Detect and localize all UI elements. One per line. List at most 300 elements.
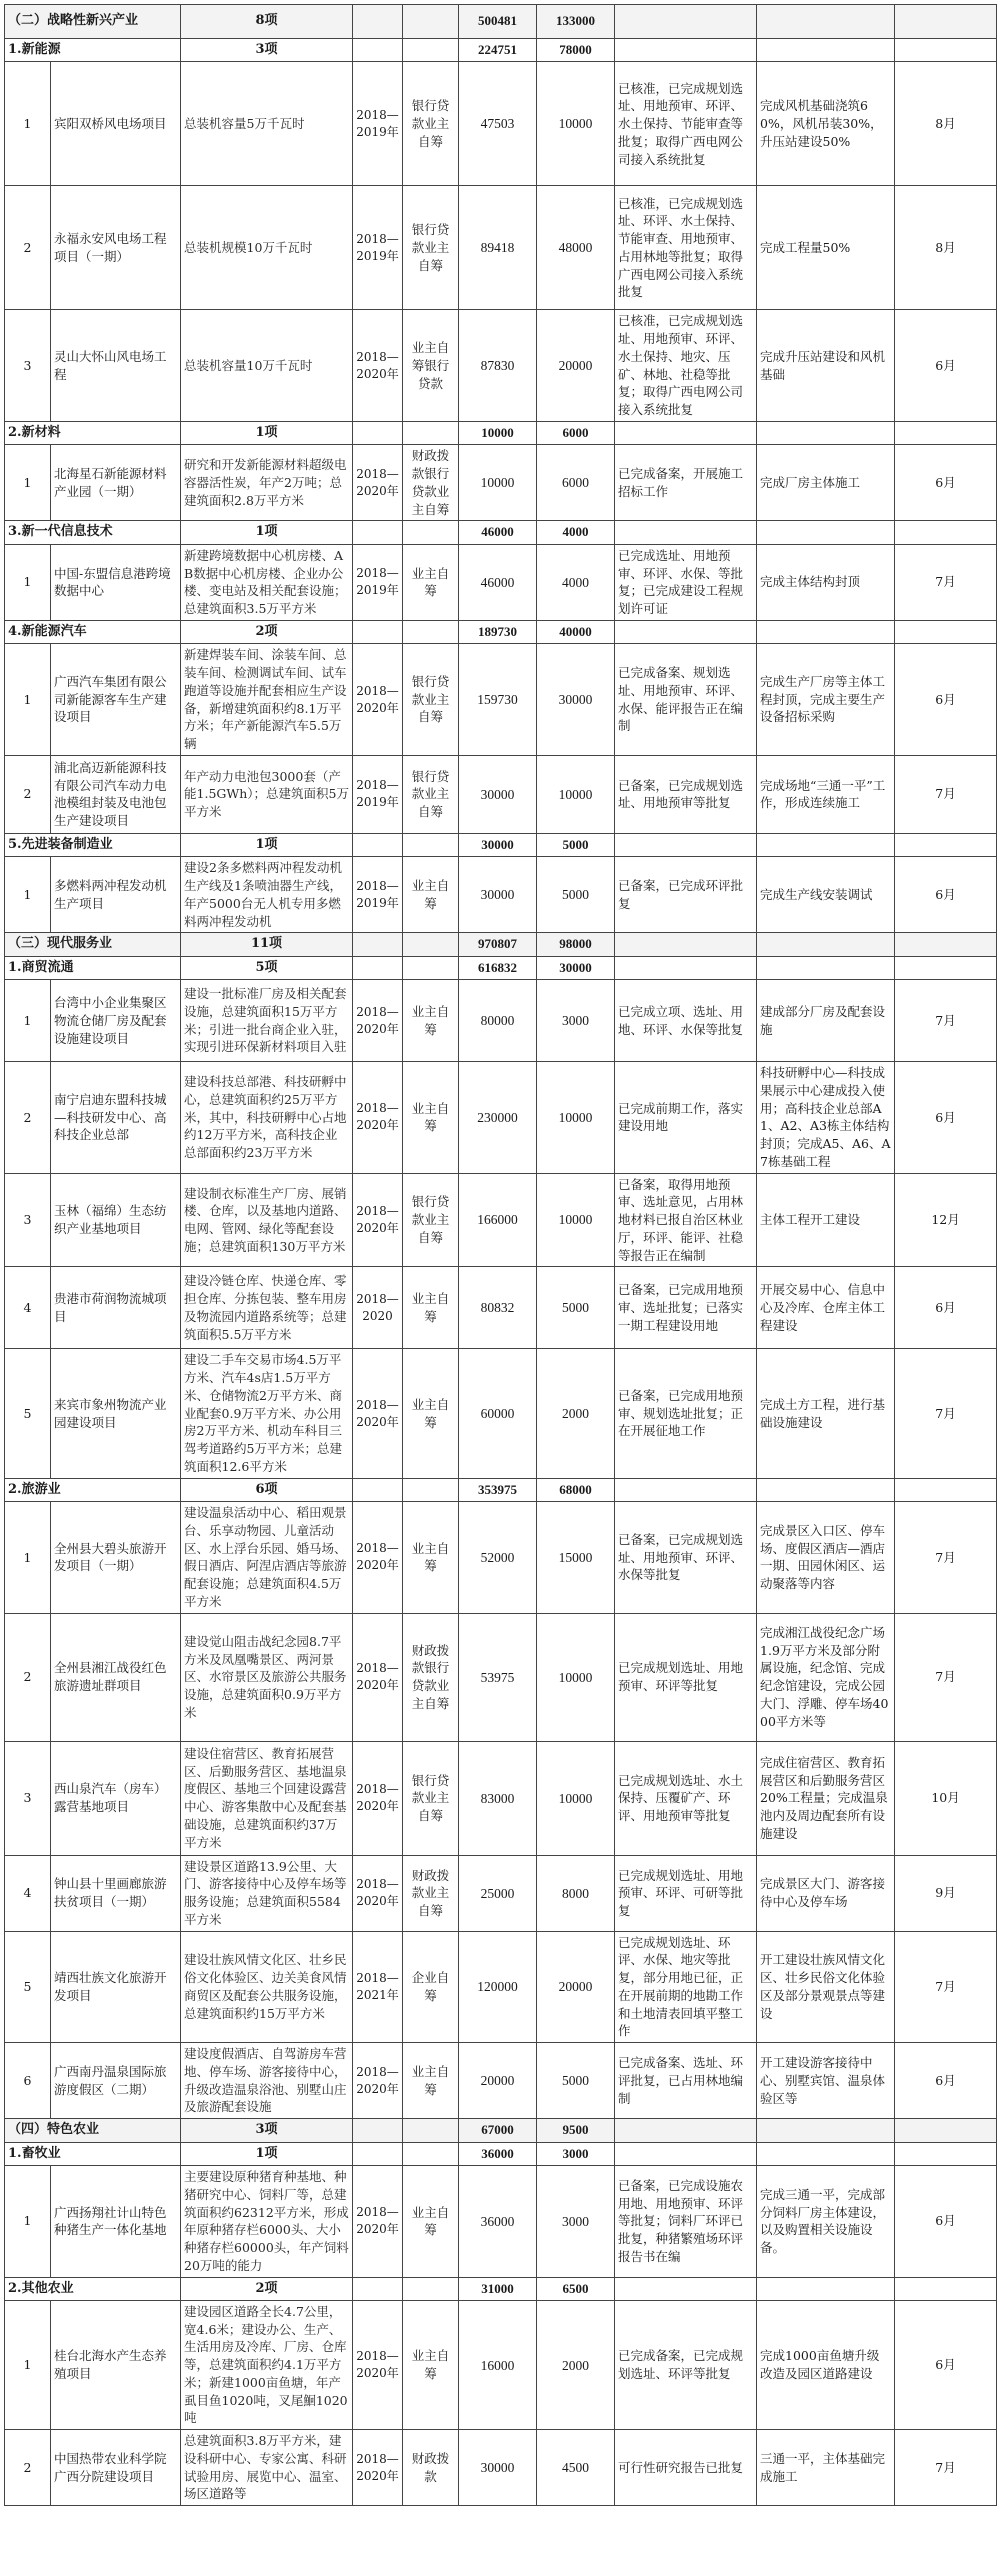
row-number: 4 xyxy=(5,1267,51,1349)
preliminary-progress: 已核准，已完成规划选址、用地预审、环评、水土保持、地灾、压矿、林地、社稳等批复；取得广西电网公司接入系统批复 xyxy=(615,310,757,422)
annual-target: 开展交易中心、信息中心及冷库、仓库主体工程建设 xyxy=(757,1267,895,1349)
empty-cell xyxy=(895,2142,997,2165)
start-month: 6月 xyxy=(895,2166,997,2278)
section-row xyxy=(5,2119,997,2142)
construction-period: 2018—2019年 xyxy=(353,186,403,310)
annual-target: 开工建设壮族风情文化区、壮乡民俗文化体验区及部分景观景点等建设 xyxy=(757,1931,895,2043)
empty-cell xyxy=(615,2277,757,2300)
empty-cell xyxy=(757,521,895,544)
category-plan: 4000 xyxy=(537,521,615,544)
category-label: 1.新能源 xyxy=(5,39,181,62)
empty-cell xyxy=(895,833,997,856)
subsection-row xyxy=(5,956,997,979)
empty-cell xyxy=(895,620,997,643)
funding-source: 银行贷款业主自筹 xyxy=(403,644,459,756)
category-plan: 3000 xyxy=(537,2142,615,2165)
start-month: 6月 xyxy=(895,2043,997,2119)
annual-target: 完成景区大门、游客接待中心及停车场 xyxy=(757,1855,895,1931)
project-name: 来宾市象州物流产业园建设项目 xyxy=(51,1349,181,1478)
empty-cell xyxy=(353,2142,403,2165)
category-label: 2.旅游业 xyxy=(5,1478,181,1501)
annual-target: 主体工程开工建设 xyxy=(757,1173,895,1267)
preliminary-progress: 已备案，已完成环评批复 xyxy=(615,857,757,933)
category-total: 353975 xyxy=(459,1478,537,1501)
preliminary-progress: 已完成立项、选址、用地、环评、水保等批复 xyxy=(615,980,757,1062)
row-number: 1 xyxy=(5,445,51,521)
annual-target: 完成住宿营区、教育拓展营区和后勤服务营区20%工程量；完成温泉池内及周边配套所有设施建设 xyxy=(757,1741,895,1855)
project-name: 宾阳双桥风电场项目 xyxy=(51,62,181,186)
empty-cell xyxy=(895,933,997,956)
empty-cell xyxy=(757,421,895,444)
table-row xyxy=(5,755,997,833)
category-count: 1项 xyxy=(181,2142,353,2165)
funding-source: 银行贷款业主自筹 xyxy=(403,1741,459,1855)
preliminary-progress: 已完成备案，已完成规划选址、环评等批复 xyxy=(615,2300,757,2429)
category-label: 5.先进装备制造业 xyxy=(5,833,181,856)
empty-cell xyxy=(757,956,895,979)
table-row xyxy=(5,1173,997,1267)
category-plan: 5000 xyxy=(537,833,615,856)
category-plan: 30000 xyxy=(537,956,615,979)
row-number: 1 xyxy=(5,980,51,1062)
funding-source: 财政拨款 xyxy=(403,2430,459,2506)
construction-period: 2018—2020年 xyxy=(353,2300,403,2429)
preliminary-progress: 已备案，已完成规划选址、用地预审、环评、水保等批复 xyxy=(615,1502,757,1614)
preliminary-progress: 已备案，已完成用地预审、规划选址批复；正在开展征地工作 xyxy=(615,1349,757,1478)
table-row xyxy=(5,186,997,310)
start-month: 6月 xyxy=(895,2300,997,2429)
section-row xyxy=(5,5,997,39)
construction-content: 研究和开发新能源材料超级电容器活性炭，年产2万吨；总建筑面积2.8万平方米 xyxy=(181,445,353,521)
project-name: 西山泉汽车（房车）露营基地项目 xyxy=(51,1741,181,1855)
annual-plan: 5000 xyxy=(537,2043,615,2119)
empty-cell xyxy=(403,39,459,62)
funding-source: 业主自筹 xyxy=(403,2166,459,2278)
annual-plan: 15000 xyxy=(537,1502,615,1614)
annual-plan: 4000 xyxy=(537,544,615,620)
empty-cell xyxy=(895,5,997,39)
construction-period: 2018—2020 xyxy=(353,1267,403,1349)
funding-source: 业主自筹 xyxy=(403,1349,459,1478)
row-number: 1 xyxy=(5,62,51,186)
funding-source: 银行贷款业主自筹 xyxy=(403,1173,459,1267)
row-number: 1 xyxy=(5,644,51,756)
empty-cell xyxy=(615,39,757,62)
empty-cell xyxy=(403,933,459,956)
category-count: 3项 xyxy=(181,2119,353,2142)
category-total: 46000 xyxy=(459,521,537,544)
project-name: 灵山大怀山风电场工程 xyxy=(51,310,181,422)
empty-cell xyxy=(757,2119,895,2142)
start-month: 8月 xyxy=(895,62,997,186)
total-investment: 30000 xyxy=(459,857,537,933)
category-count: 6项 xyxy=(181,1478,353,1501)
subsection-row xyxy=(5,1478,997,1501)
construction-period: 2018—2020年 xyxy=(353,1502,403,1614)
construction-content: 建设制衣标准生产厂房、展销楼、仓库，以及基地内道路、电网、管网、绿化等配套设施；总建筑面积130万平方米 xyxy=(181,1173,353,1267)
start-month: 7月 xyxy=(895,2430,997,2506)
subsection-row xyxy=(5,620,997,643)
total-investment: 47503 xyxy=(459,62,537,186)
annual-target: 完成风机基础浇筑60%，风机吊装30%，升压站建设50% xyxy=(757,62,895,186)
empty-cell xyxy=(615,620,757,643)
category-label: （三）现代服务业 xyxy=(5,933,181,956)
empty-cell xyxy=(403,2119,459,2142)
empty-cell xyxy=(403,2142,459,2165)
construction-period: 2018—2020年 xyxy=(353,1741,403,1855)
project-name: 贵港市荷润物流城项目 xyxy=(51,1267,181,1349)
funding-source: 业主自筹 xyxy=(403,1062,459,1174)
construction-content: 建设度假酒店、自驾游房车营地、停车场、游客接待中心，升级改造温泉浴池、别墅山庄及旅游配套设施 xyxy=(181,2043,353,2119)
start-month: 7月 xyxy=(895,1349,997,1478)
annual-plan: 10000 xyxy=(537,62,615,186)
construction-period: 2018—2020年 xyxy=(353,1855,403,1931)
annual-plan: 20000 xyxy=(537,310,615,422)
total-investment: 46000 xyxy=(459,544,537,620)
annual-plan: 10000 xyxy=(537,1062,615,1174)
empty-cell xyxy=(353,421,403,444)
empty-cell xyxy=(353,5,403,39)
empty-cell xyxy=(895,421,997,444)
empty-cell xyxy=(403,521,459,544)
construction-period: 2018—2020年 xyxy=(353,1062,403,1174)
annual-plan: 6000 xyxy=(537,445,615,521)
construction-period: 2018—2020年 xyxy=(353,2430,403,2506)
category-label: 4.新能源汽车 xyxy=(5,620,181,643)
row-number: 5 xyxy=(5,1931,51,2043)
empty-cell xyxy=(615,2142,757,2165)
funding-source: 业主自筹 xyxy=(403,857,459,933)
construction-content: 建设壮族风情文化区、壮乡民俗文化体验区、边关美食风情商贸区及配套公共服务设施，总建筑面积约15万平方米 xyxy=(181,1931,353,2043)
table-row xyxy=(5,1062,997,1174)
total-investment: 30000 xyxy=(459,2430,537,2506)
empty-cell xyxy=(353,933,403,956)
project-name: 中国热带农业科学院广西分院建设项目 xyxy=(51,2430,181,2506)
category-plan: 133000 xyxy=(537,5,615,39)
construction-content: 总建筑面积3.8万平方米，建设科研中心、专家公寓、科研试验用房、展览中心、温室、场区道路等 xyxy=(181,2430,353,2506)
empty-cell xyxy=(757,5,895,39)
construction-content: 新建焊装车间、涂装车间、总装车间、检测调试车间、试车跑道等设施并配套相应生产设备，新增建筑面积约8.1万平方米；年产新能源汽车5.5万辆 xyxy=(181,644,353,756)
construction-period: 2018—2021年 xyxy=(353,1931,403,2043)
start-month: 7月 xyxy=(895,755,997,833)
empty-cell xyxy=(757,39,895,62)
start-month: 6月 xyxy=(895,1062,997,1174)
row-number: 2 xyxy=(5,186,51,310)
row-number: 6 xyxy=(5,2043,51,2119)
annual-plan: 30000 xyxy=(537,644,615,756)
project-name: 桂台北海水产生态养殖项目 xyxy=(51,2300,181,2429)
annual-target: 完成湘江战役纪念广场1.9万平方米及部分附属设施，纪念馆、完成纪念馆建设，完成公园大门、浮雕、停车场4000平方米等 xyxy=(757,1613,895,1741)
project-name: 广西扬翔社计山特色种猪生产一体化基地 xyxy=(51,2166,181,2278)
start-month: 6月 xyxy=(895,310,997,422)
total-investment: 25000 xyxy=(459,1855,537,1931)
table-row xyxy=(5,1613,997,1741)
construction-content: 建设2条多燃料两冲程发动机生产线及1条喷油器生产线，年产5000台无人机专用多燃料两冲程发动机 xyxy=(181,857,353,933)
annual-plan: 8000 xyxy=(537,1855,615,1931)
subsection-row xyxy=(5,39,997,62)
category-count: 11项 xyxy=(181,933,353,956)
preliminary-progress: 已核准，已完成规划选址、用地预审、环评、水土保持、节能审查等批复；取得广西电网公司接入系统批复 xyxy=(615,62,757,186)
empty-cell xyxy=(757,2277,895,2300)
category-plan: 78000 xyxy=(537,39,615,62)
table-row xyxy=(5,2166,997,2278)
annual-plan: 5000 xyxy=(537,857,615,933)
empty-cell xyxy=(757,1478,895,1501)
category-count: 1项 xyxy=(181,421,353,444)
empty-cell xyxy=(403,833,459,856)
category-count: 1项 xyxy=(181,521,353,544)
construction-period: 2018—2020年 xyxy=(353,1613,403,1741)
annual-plan: 10000 xyxy=(537,1741,615,1855)
annual-plan: 3000 xyxy=(537,2166,615,2278)
annual-target: 完成三通一平，完成部分饲料厂房主体建设，以及购置相关设施设备。 xyxy=(757,2166,895,2278)
empty-cell xyxy=(353,39,403,62)
table-row xyxy=(5,2300,997,2429)
construction-period: 2018—2020年 xyxy=(353,1173,403,1267)
category-count: 1项 xyxy=(181,833,353,856)
total-investment: 20000 xyxy=(459,2043,537,2119)
table-row xyxy=(5,2043,997,2119)
annual-target: 完成主体结构封顶 xyxy=(757,544,895,620)
annual-target: 完成厂房主体施工 xyxy=(757,445,895,521)
subsection-row xyxy=(5,2277,997,2300)
funding-source: 银行贷款业主自筹 xyxy=(403,62,459,186)
project-name: 全州县湘江战役红色旅游遗址群项目 xyxy=(51,1613,181,1741)
total-investment: 60000 xyxy=(459,1349,537,1478)
table-row xyxy=(5,1855,997,1931)
project-name: 南宁启迪东盟科技城—科技研发中心、高科技企业总部 xyxy=(51,1062,181,1174)
row-number: 1 xyxy=(5,1502,51,1614)
construction-period: 2018—2020年 xyxy=(353,1349,403,1478)
preliminary-progress: 已备案，已完成设施农用地、用地预审、环评等批复；饲料厂环评已批复，种猪繁殖场环评报告书在编 xyxy=(615,2166,757,2278)
category-label: 1.畜牧业 xyxy=(5,2142,181,2165)
table-row xyxy=(5,544,997,620)
category-count: 8项 xyxy=(181,5,353,39)
funding-source: 财政拨款业主自筹 xyxy=(403,1855,459,1931)
funding-source: 业主自筹 xyxy=(403,2043,459,2119)
total-investment: 53975 xyxy=(459,1613,537,1741)
empty-cell xyxy=(895,39,997,62)
project-name: 北海星石新能源材料产业园（一期） xyxy=(51,445,181,521)
annual-target: 开工建设游客接待中心、别墅宾馆、温泉体验区等 xyxy=(757,2043,895,2119)
category-total: 616832 xyxy=(459,956,537,979)
start-month: 12月 xyxy=(895,1173,997,1267)
project-name: 全州县大碧头旅游开发项目（一期） xyxy=(51,1502,181,1614)
start-month: 7月 xyxy=(895,1502,997,1614)
construction-content: 建设园区道路全长4.7公里，宽4.6米；建设办公、生产、生活用房及冷库、厂房、仓库等，总建筑面积约4.1万平方米；新建1000亩鱼塘，年产虱目鱼1020吨，叉尾鮰1020吨 xyxy=(181,2300,353,2429)
empty-cell xyxy=(615,833,757,856)
annual-target: 完成土方工程，进行基础设施建设 xyxy=(757,1349,895,1478)
category-plan: 9500 xyxy=(537,2119,615,2142)
construction-content: 建设冷链仓库、快递仓库、零担仓库、分拣包装、整车用房及物流园内道路系统等；总建筑面积5.5万平方米 xyxy=(181,1267,353,1349)
category-count: 3项 xyxy=(181,39,353,62)
section-row xyxy=(5,933,997,956)
start-month: 6月 xyxy=(895,644,997,756)
row-number: 3 xyxy=(5,1173,51,1267)
annual-plan: 10000 xyxy=(537,755,615,833)
category-total: 36000 xyxy=(459,2142,537,2165)
start-month: 7月 xyxy=(895,1613,997,1741)
table-row xyxy=(5,1502,997,1614)
construction-content: 建设科技总部港、科技研孵中心，总建筑面积约25万平方米，其中，科技研孵中心占地约12万平方米，高科技企业总部面积约23万平方米 xyxy=(181,1062,353,1174)
project-name: 靖西壮族文化旅游开发项目 xyxy=(51,1931,181,2043)
subsection-row xyxy=(5,2142,997,2165)
empty-cell xyxy=(757,933,895,956)
construction-period: 2018—2020年 xyxy=(353,310,403,422)
funding-source: 银行贷款业主自筹 xyxy=(403,186,459,310)
row-number: 2 xyxy=(5,2430,51,2506)
annual-target: 完成升压站建设和风机基础 xyxy=(757,310,895,422)
preliminary-progress: 已完成规划选址、环评、水保、地灾等批复，部分用地已征，正在开展前期的地勘工作和土地清表回填平整工作 xyxy=(615,1931,757,2043)
total-investment: 80832 xyxy=(459,1267,537,1349)
row-number: 2 xyxy=(5,755,51,833)
table-row xyxy=(5,1349,997,1478)
construction-content: 总装机容量10万千瓦时 xyxy=(181,310,353,422)
category-count: 5项 xyxy=(181,956,353,979)
empty-cell xyxy=(615,956,757,979)
table-row xyxy=(5,62,997,186)
preliminary-progress: 已完成选址、用地预审、环评、水保、等批复；已完成建设工程规划许可证 xyxy=(615,544,757,620)
preliminary-progress: 已完成备案、选址、环评批复，已占用林地编制 xyxy=(615,2043,757,2119)
annual-target: 建成部分厂房及配套设施 xyxy=(757,980,895,1062)
preliminary-progress: 已完成前期工作，落实建设用地 xyxy=(615,1062,757,1174)
empty-cell xyxy=(353,2277,403,2300)
funding-source: 业主自筹 xyxy=(403,980,459,1062)
construction-content: 新建跨境数据中心机房楼、AB数据中心机房楼、企业办公楼、变电站及相关配套设施；总建筑面积3.5万平方米 xyxy=(181,544,353,620)
total-investment: 166000 xyxy=(459,1173,537,1267)
table-row xyxy=(5,310,997,422)
category-label: （四）特色农业 xyxy=(5,2119,181,2142)
empty-cell xyxy=(615,5,757,39)
construction-content: 建设温泉活动中心、稻田观景台、乐享动物园、儿童活动区、水上浮台乐园、婚马场、假日酒店、阿涅店酒店等旅游配套设施；总建筑面积4.5万平方米 xyxy=(181,1502,353,1614)
table-body xyxy=(5,5,997,2506)
total-investment: 87830 xyxy=(459,310,537,422)
start-month: 6月 xyxy=(895,445,997,521)
preliminary-progress: 可行性研究报告已批复 xyxy=(615,2430,757,2506)
funding-source: 业主自筹 xyxy=(403,544,459,620)
subsection-row xyxy=(5,521,997,544)
row-number: 1 xyxy=(5,857,51,933)
total-investment: 120000 xyxy=(459,1931,537,2043)
subsection-row xyxy=(5,421,997,444)
row-number: 1 xyxy=(5,2300,51,2429)
start-month: 7月 xyxy=(895,980,997,1062)
preliminary-progress: 已完成备案、规划选址、用地预审、环评、水保、能评报告正在编制 xyxy=(615,644,757,756)
table-row xyxy=(5,857,997,933)
table-row xyxy=(5,1267,997,1349)
annual-plan: 2000 xyxy=(537,1349,615,1478)
total-investment: 89418 xyxy=(459,186,537,310)
table-row xyxy=(5,2430,997,2506)
row-number: 2 xyxy=(5,1062,51,1174)
category-plan: 6500 xyxy=(537,2277,615,2300)
annual-plan: 2000 xyxy=(537,2300,615,2429)
construction-period: 2018—2020年 xyxy=(353,980,403,1062)
preliminary-progress: 已备案，已完成规划选址、用地预审等批复 xyxy=(615,755,757,833)
empty-cell xyxy=(353,521,403,544)
start-month: 10月 xyxy=(895,1741,997,1855)
project-table xyxy=(4,4,997,2506)
project-name: 多燃料两冲程发动机生产项目 xyxy=(51,857,181,933)
empty-cell xyxy=(353,2119,403,2142)
row-number: 1 xyxy=(5,544,51,620)
category-total: 970807 xyxy=(459,933,537,956)
project-name: 台湾中小企业集聚区物流仓储厂房及配套设施建设项目 xyxy=(51,980,181,1062)
annual-plan: 10000 xyxy=(537,1173,615,1267)
subsection-row xyxy=(5,833,997,856)
row-number: 3 xyxy=(5,1741,51,1855)
funding-source: 业主自筹 xyxy=(403,1502,459,1614)
category-label: 2.其他农业 xyxy=(5,2277,181,2300)
category-total: 500481 xyxy=(459,5,537,39)
project-name: 中国-东盟信息港跨境数据中心 xyxy=(51,544,181,620)
category-total: 67000 xyxy=(459,2119,537,2142)
total-investment: 10000 xyxy=(459,445,537,521)
project-name: 钟山县十里画廊旅游扶贫项目（一期） xyxy=(51,1855,181,1931)
preliminary-progress: 已完成规划选址、水土保持、压覆矿产、环评、用地预审等批复 xyxy=(615,1741,757,1855)
category-label: （二）战略性新兴产业 xyxy=(5,5,181,39)
annual-target: 完成景区入口区、停车场、度假区酒店—酒店一期、田园休闲区、运动聚落等内容 xyxy=(757,1502,895,1614)
preliminary-progress: 已完成规划选址、用地预审、环评等批复 xyxy=(615,1613,757,1741)
funding-source: 业主自筹 xyxy=(403,2300,459,2429)
construction-period: 2018—2019年 xyxy=(353,544,403,620)
construction-content: 建设二手车交易市场4.5万平方米、汽车4s店1.5万平方米、仓储物流2万平方米、商业配套0.9万平方米、办公用房2万平方米、机动车科目三驾考道路约5万平方米；总建筑面积12.6平方米 xyxy=(181,1349,353,1478)
category-count: 2项 xyxy=(181,620,353,643)
construction-period: 2018—2020年 xyxy=(353,2043,403,2119)
empty-cell xyxy=(615,933,757,956)
annual-target: 三通一平，主体基础完成施工 xyxy=(757,2430,895,2506)
construction-period: 2018—2020年 xyxy=(353,2166,403,2278)
total-investment: 52000 xyxy=(459,1502,537,1614)
construction-period: 2018—2019年 xyxy=(353,62,403,186)
empty-cell xyxy=(895,2277,997,2300)
empty-cell xyxy=(895,521,997,544)
funding-source: 财政拨款银行贷款业主自筹 xyxy=(403,445,459,521)
funding-source: 业主自筹 xyxy=(403,1267,459,1349)
category-total: 10000 xyxy=(459,421,537,444)
category-total: 31000 xyxy=(459,2277,537,2300)
funding-source: 财政拨款银行贷款业主自筹 xyxy=(403,1613,459,1741)
category-total: 224751 xyxy=(459,39,537,62)
project-name: 永福永安风电场工程项目（一期） xyxy=(51,186,181,310)
project-name: 浦北高迈新能源科技有限公司汽车动力电池模组封装及电池包生产建设项目 xyxy=(51,755,181,833)
annual-target: 完成生产线安装调试 xyxy=(757,857,895,933)
table-row xyxy=(5,1741,997,1855)
empty-cell xyxy=(895,2119,997,2142)
category-plan: 6000 xyxy=(537,421,615,444)
empty-cell xyxy=(403,5,459,39)
empty-cell xyxy=(403,620,459,643)
empty-cell xyxy=(615,1478,757,1501)
preliminary-progress: 已完成规划选址、用地预审、环评、可研等批复 xyxy=(615,1855,757,1931)
annual-target: 完成1000亩鱼塘升级改造及园区道路建设 xyxy=(757,2300,895,2429)
construction-content: 建设一批标准厂房及相关配套设施，总建筑面积15万平方米；引进一批台商企业入驻，实现引进环保新材料项目入驻 xyxy=(181,980,353,1062)
total-investment: 159730 xyxy=(459,644,537,756)
preliminary-progress: 已完成备案，开展施工招标工作 xyxy=(615,445,757,521)
project-name: 玉林（福绵）生态纺织产业基地项目 xyxy=(51,1173,181,1267)
funding-source: 业主自筹银行贷款 xyxy=(403,310,459,422)
empty-cell xyxy=(403,421,459,444)
annual-plan: 20000 xyxy=(537,1931,615,2043)
empty-cell xyxy=(757,2142,895,2165)
construction-content: 建设觉山阻击战纪念园8.7平方米及凤凰嘴景区、两河景区、水帘景区及旅游公共服务设施，总建筑面积0.9万平方米 xyxy=(181,1613,353,1741)
start-month: 9月 xyxy=(895,1855,997,1931)
row-number: 4 xyxy=(5,1855,51,1931)
preliminary-progress: 已备案，取得用地预审、选址意见，占用林地材料已报自治区林业厅，环评、能评、社稳等报告正在编制 xyxy=(615,1173,757,1267)
category-total: 30000 xyxy=(459,833,537,856)
empty-cell xyxy=(895,1478,997,1501)
construction-period: 2018—2020年 xyxy=(353,445,403,521)
